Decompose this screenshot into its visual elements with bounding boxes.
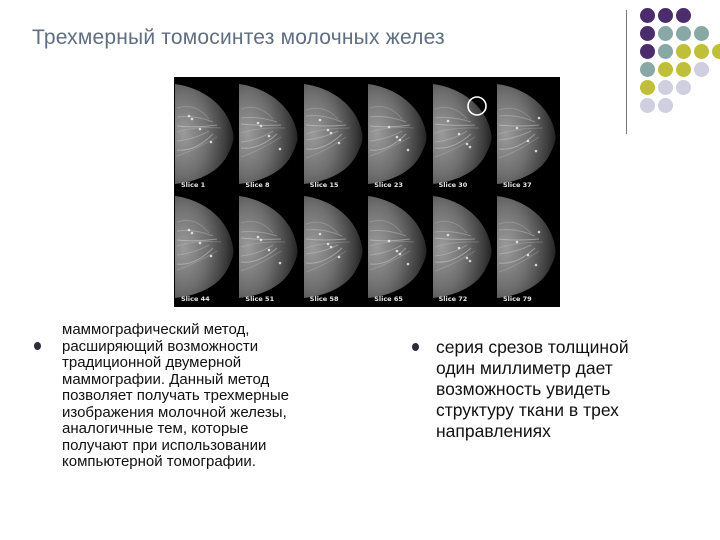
decor-dot [676,62,691,77]
decor-dot [640,98,655,113]
breast-slice-graphic [304,78,368,192]
slice-image [497,192,561,306]
slice-label: Slice 51 [245,295,275,303]
decor-dot [640,62,655,77]
breast-slice-graphic [368,192,432,306]
breast-slice-graphic [497,192,561,306]
slice-label: Slice 30 [438,181,468,189]
slice-image [239,192,303,306]
slice-image [433,78,497,192]
slice-image [368,78,432,192]
decor-divider-line [626,10,627,134]
decor-dot [694,44,709,59]
breast-slice-graphic [433,192,497,306]
slice-label: Slice 65 [374,295,403,303]
decor-dot [712,44,720,59]
slice-label: Slice 79 [503,295,532,303]
slice-image [239,78,303,192]
slice-image [433,192,497,306]
decor-dot [658,44,673,59]
tomosynthesis-slice-panel [174,77,560,307]
decor-dot [676,26,691,41]
slice-image [497,78,561,192]
decor-dot [658,26,673,41]
decor-dot [658,80,673,95]
slice-image [175,192,239,306]
decor-dot [658,98,673,113]
breast-slice-graphic [433,78,497,192]
slice-image [304,192,368,306]
slice-label: Slice 15 [309,181,339,189]
slice-label: Slice 37 [503,181,532,189]
breast-slice-graphic [497,78,561,192]
breast-slice-graphic [175,78,239,192]
slide-title: Трехмерный томосинтез молочных желез [32,26,445,49]
breast-slice-graphic [304,192,368,306]
bullet-marker-left [34,342,41,350]
decor-dot [640,26,655,41]
decor-dot-grid [640,8,718,120]
bullet-text-right: серия срезов толщиной один миллиметр дает возможность увидеть структуру ткани в трех направлениях [436,337,629,441]
decor-dot [676,8,691,23]
decor-dot [694,62,709,77]
bullet-text-left: маммографический метод, расширяющий возможности традиционной двумерной маммографии. Данный метод позволяет получать трехмерные изображения молочной железы, аналогичные тем, которые получают при использовании компьютерной томографии. [62,321,289,470]
decor-dot [640,8,655,23]
breast-slice-graphic [239,192,303,306]
bullet-marker-right [412,343,419,351]
decor-dot [640,80,655,95]
slice-image [304,78,368,192]
breast-slice-graphic [175,192,239,306]
slice-label: Slice 44 [181,295,210,303]
slice-image [368,192,432,306]
slice-label: Slice 23 [374,181,403,189]
slice-image [175,78,239,192]
breast-slice-graphic [239,78,303,192]
decor-dot [694,26,709,41]
slice-label: Slice 58 [309,295,339,303]
decor-dot [640,44,655,59]
breast-slice-graphic [368,78,432,192]
decor-dot [658,8,673,23]
slice-label: Slice 8 [245,181,270,189]
slice-label: Slice 1 [181,181,206,189]
decor-dot [676,44,691,59]
decor-dot [658,62,673,77]
slice-label: Slice 72 [438,295,468,303]
decor-dot [676,80,691,95]
